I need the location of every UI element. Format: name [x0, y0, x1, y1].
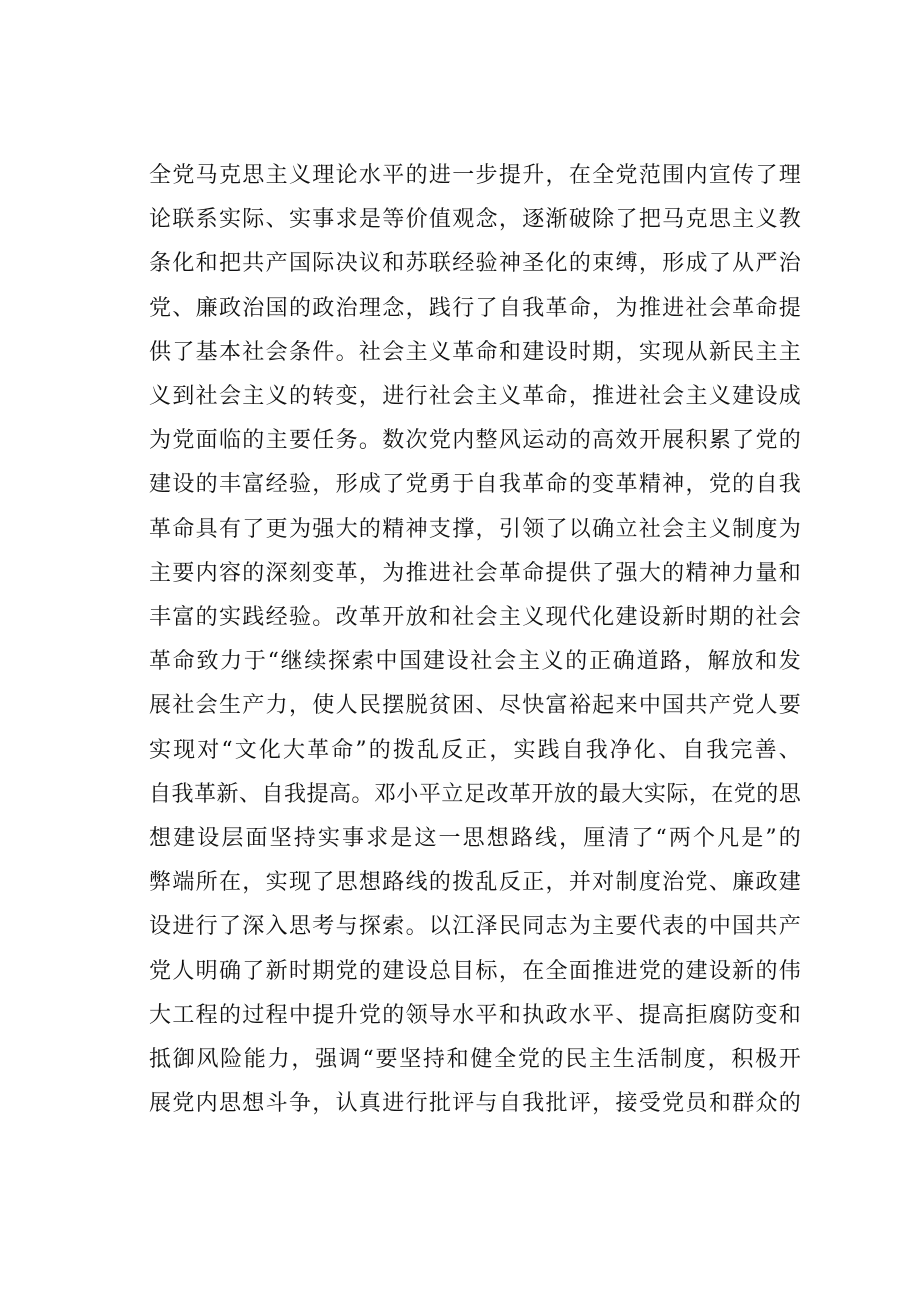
- text-line-5: 供了基本社会条件。社会主义革命和建设时期，实现从新民主主: [149, 340, 801, 365]
- text-line-14: 实现对“文化大革命”的拨乱反正，实践自我净化、自我完善、: [149, 738, 801, 763]
- text-line-20: 大工程的过程中提升党的领导水平和执政水平、提高拒腐防变和: [149, 1003, 801, 1028]
- text-line-3: 条化和把共产国际决议和苏联经验神圣化的束缚，形成了从严治: [149, 251, 801, 276]
- text-line-6: 义到社会主义的转变，进行社会主义革命，推进社会主义建设成: [149, 384, 801, 409]
- text-line-13: 展社会生产力，使人民摆脱贫困、尽快富裕起来中国共产党人要: [149, 693, 801, 718]
- text-line-15: 自我革新、自我提高。邓小平立足改革开放的最大实际，在党的思: [149, 782, 801, 807]
- text-line-9: 革命具有了更为强大的精神支撑，引领了以确立社会主义制度为: [149, 517, 801, 542]
- text-line-8: 建设的丰富经验，形成了党勇于自我革命的变革精神，党的自我: [149, 472, 801, 497]
- text-line-21: 抵御风险能力，强调“要坚持和健全党的民主生活制度，积极开: [149, 1047, 801, 1072]
- text-line-18: 设进行了深入思考与探索。以江泽民同志为主要代表的中国共产: [149, 914, 801, 939]
- text-line-17: 弊端所在，实现了思想路线的拨乱反正，并对制度治党、廉政建: [149, 870, 801, 895]
- text-line-7: 为党面临的主要任务。数次党内整风运动的高效开展积累了党的: [149, 428, 801, 453]
- text-line-11: 丰富的实践经验。改革开放和社会主义现代化建设新时期的社会: [149, 605, 801, 630]
- text-line-4: 党、廉政治国的政治理念，践行了自我革命，为推进社会革命提: [149, 296, 801, 321]
- text-line-22: 展党内思想斗争，认真进行批评与自我批评，接受党员和群众的: [149, 1091, 801, 1116]
- text-line-12: 革命致力于“继续探索中国建设社会主义的正确道路，解放和发: [149, 649, 801, 674]
- text-line-2: 论联系实际、实事求是等价值观念，逐渐破除了把马克思主义教: [149, 207, 801, 232]
- text-line-1: 全党马克思主义理论水平的进一步提升，在全党范围内宣传了理: [149, 163, 801, 188]
- text-line-10: 主要内容的深刻变革，为推进社会革命提供了强大的精神力量和: [149, 561, 801, 586]
- text-line-19: 党人明确了新时期党的建设总目标，在全面推进党的建设新的伟: [149, 959, 801, 984]
- text-line-16: 想建设层面坚持实事求是这一思想路线，厘清了“两个凡是”的: [149, 826, 801, 851]
